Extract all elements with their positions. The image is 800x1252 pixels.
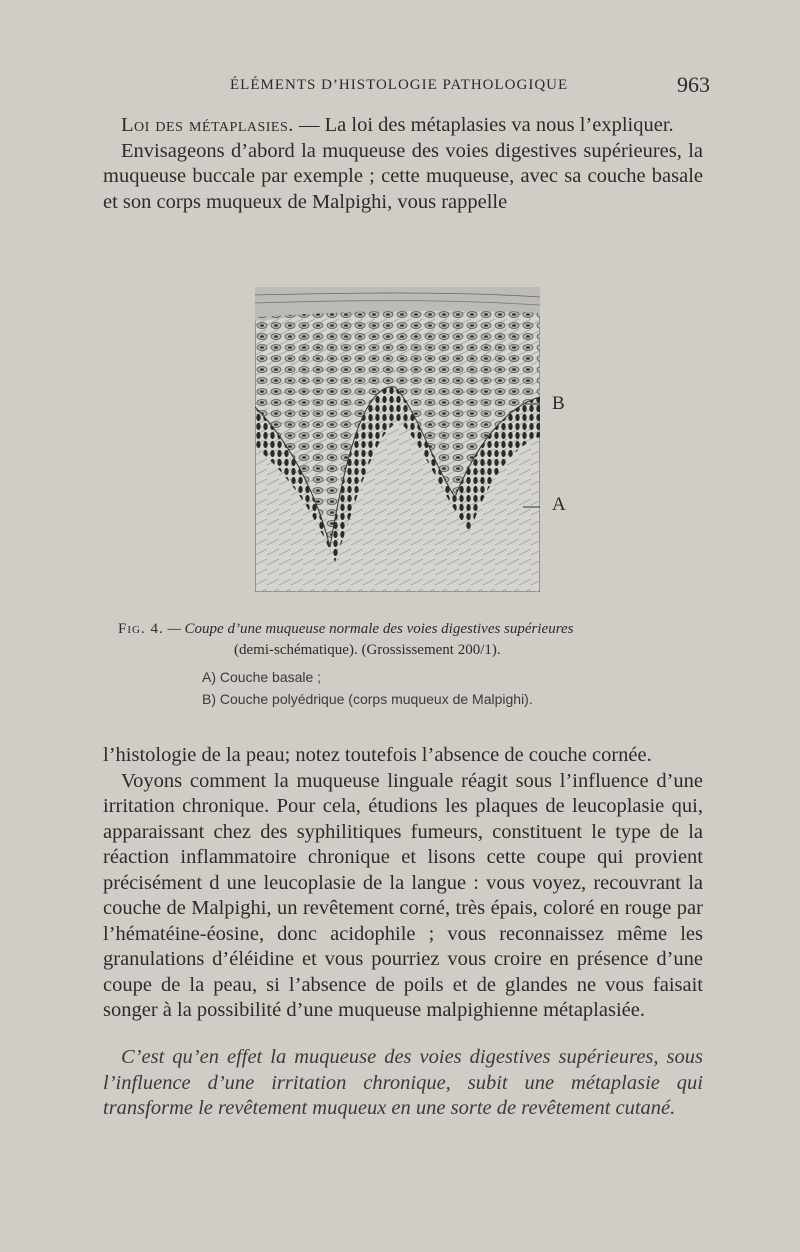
paragraph-text: C’est qu’en effet la muqueuse des voies digestives supérieures, sous l’influence d’une irritation chronique, subit une métaplasie qui transforme le revêtement muqueux en une sorte de revêtement cutané. <box>103 1046 703 1119</box>
legend-item-a: A) Couche basale ; <box>202 669 322 685</box>
page-number: 963 <box>677 72 710 97</box>
histology-illustration <box>255 287 540 592</box>
figure-caption <box>118 619 708 661</box>
caption-title: Coupe d’une muqueuse normale des voies digestives supérieures <box>184 621 574 637</box>
section-lead: Loi des métaplasies. <box>121 114 294 136</box>
running-header <box>100 72 710 102</box>
caption-figure-number: Fig. 4. <box>118 621 164 637</box>
paragraph-histologie <box>103 743 703 1024</box>
paragraph-text: l’histologie de la peau; notez toutefois l’absence de couche cornée. <box>103 744 652 766</box>
figure-label-b: B <box>552 393 565 414</box>
paragraph-text: Voyons comment la muqueuse linguale réagit sous l’influence d’une irritation chronique. Pour cela, étudions les plaques de leucoplasie qui, apparaissant chez des syphilitiques fumeurs, constituent le type de la réaction inflammatoire chronique et lisons cette coupe qui provient précisément d une leucoplasie de la langue : vous voyez, recouvrant la couche de Malpighi, un revêtement corné, très épais, coloré en rouge par l’hématéine-éosine, donc acidophile ; vous reconnaissez même les granulations d’éléidine et vous pourriez vous croire en présence d’une coupe de la peau, si l’absence de poils et de glandes ne vous faisait songer à la possibilité d’une muqueuse malpighienne métaplasiée. <box>103 769 703 1021</box>
legend-item-b: B) Couche polyédrique (corps muqueux de Malpighi). <box>202 691 533 707</box>
figure-legend <box>202 666 533 710</box>
header-title: ÉLÉMENTS D’HISTOLOGIE PATHOLOGIQUE <box>230 77 569 93</box>
caption-magnification: (demi-schématique). (Grossissement 200/1). <box>234 642 501 658</box>
caption-dash: — <box>163 621 185 637</box>
paragraph-loi-metaplasies <box>103 113 703 215</box>
figure-label-a: A <box>552 494 566 515</box>
paragraph-text: Envisageons d’abord la muqueuse des voies digestives supérieures, la muqueuse buccale par exemple ; cette muqueuse, avec sa couche basale et son corps muqueux de Malpighi, vous rappelle <box>103 139 703 213</box>
paragraph-text: — La loi des métaplasies va nous l’expliquer. <box>293 114 674 136</box>
paragraph-conclusion <box>103 1045 703 1122</box>
histology-figure <box>255 287 575 597</box>
